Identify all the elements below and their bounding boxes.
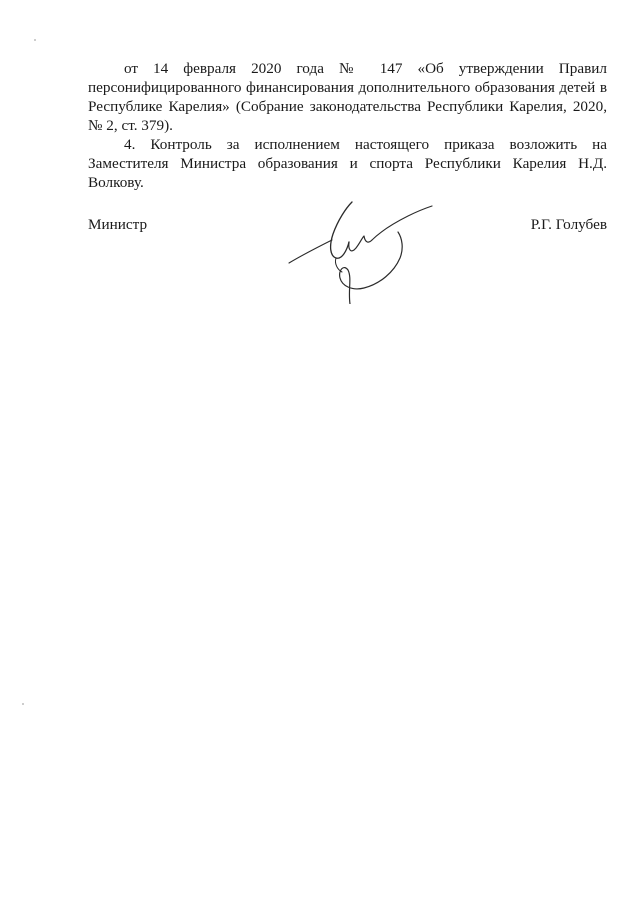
- handwritten-signature: [286, 192, 436, 304]
- paragraph-continuation: от 14 февраля 2020 года № 147 «Об утверждении Правил персонифицированного финансирования дополнительного образования детей в Республике Карелия» (Собрание законодательства Республики Карелия, 2020, № 2, ст. 379).: [88, 60, 607, 134]
- paragraph-item-4: 4. Контроль за исполнением настоящего приказа возложить на Заместителя Министра образования и спорта Республики Карелия Н.Д. Волкову.: [88, 136, 607, 191]
- signatory-position: Министр: [88, 216, 148, 233]
- scan-speck: [34, 39, 36, 41]
- scan-speck: [22, 703, 24, 705]
- document-body: [88, 59, 607, 192]
- signatory-name: Р.Г. Голубев: [530, 216, 607, 233]
